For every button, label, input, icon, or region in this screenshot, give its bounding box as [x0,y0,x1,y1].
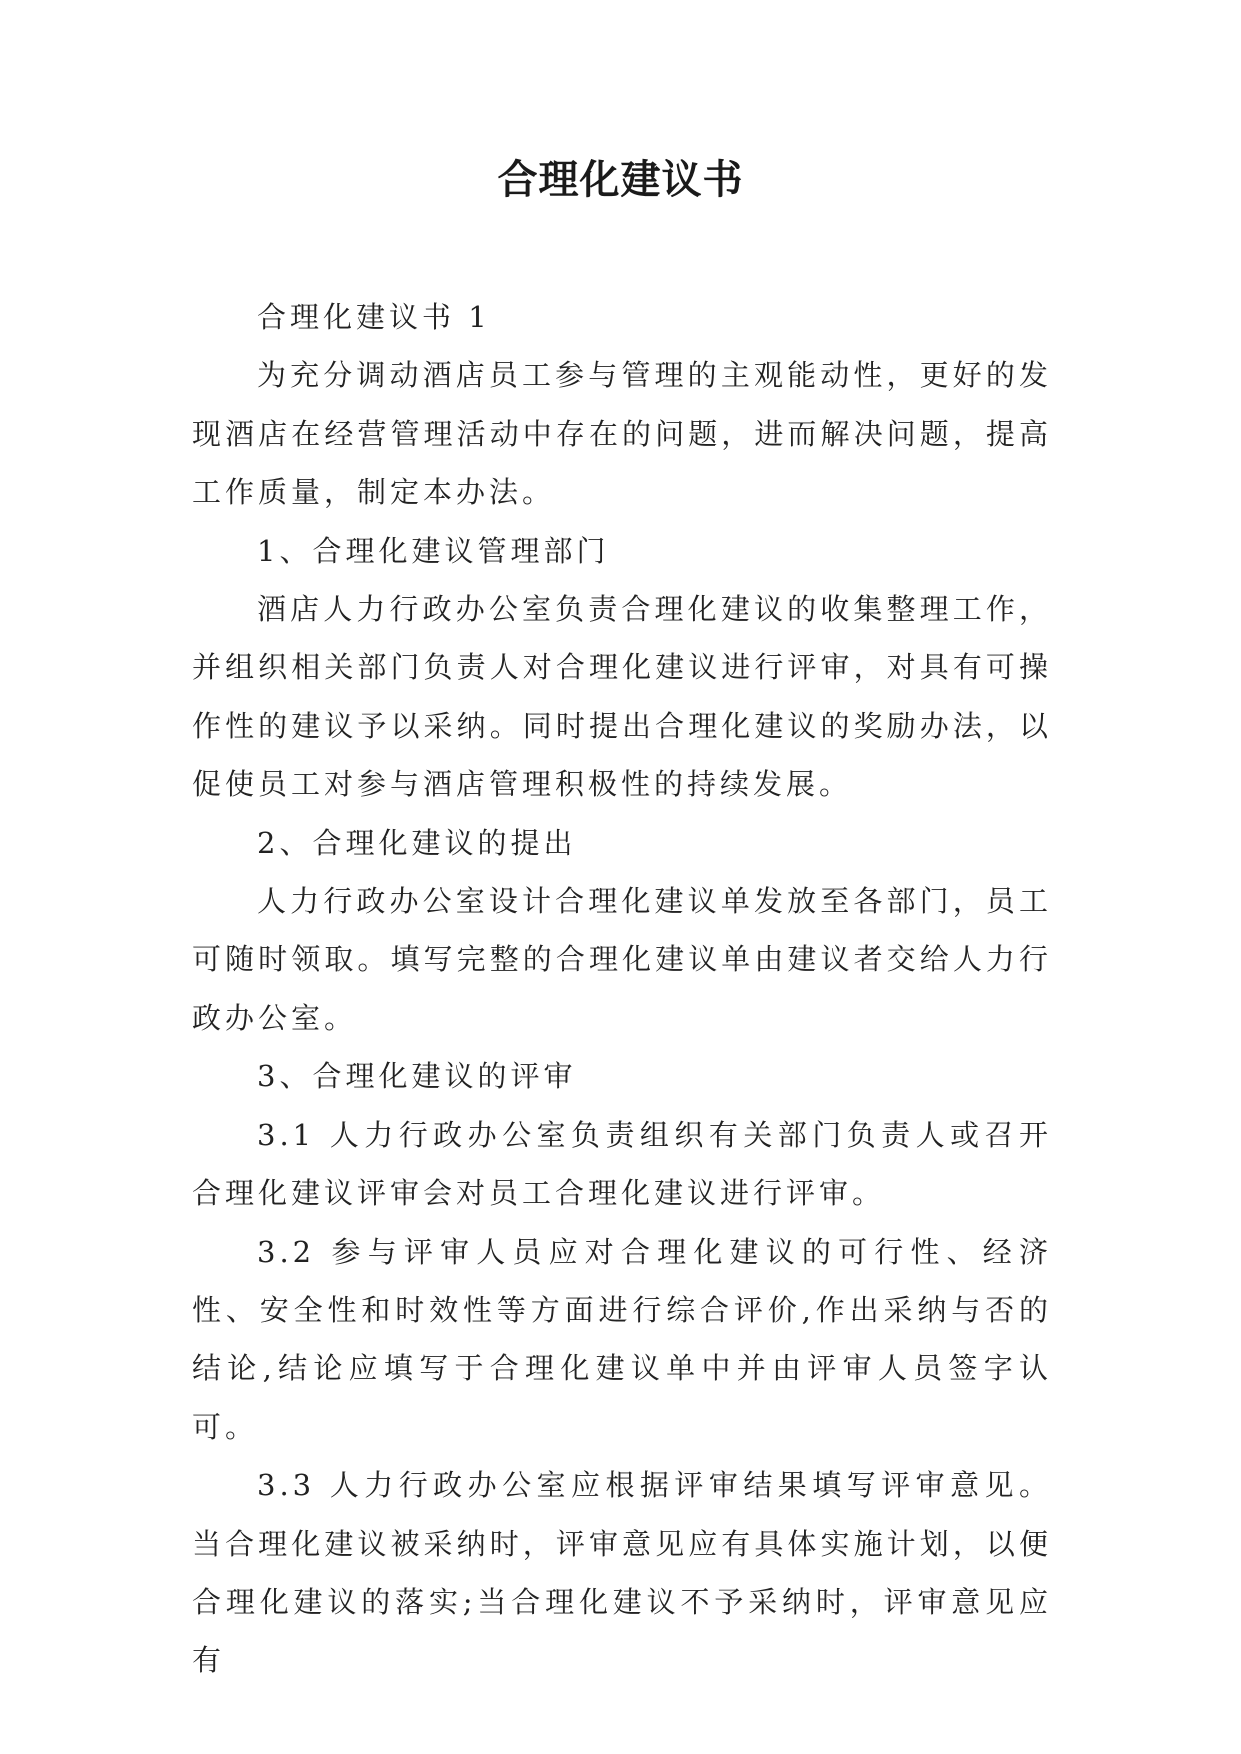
paragraph-3-3: 3.3 人力行政办公室应根据评审结果填写评审意见。当合理化建议被采纳时，评审意见应有具体实施计划，以便合理化建议的落实;当合理化建议不予采纳时，评审意见应有 [192,1468,1052,1678]
paragraph-heading-1: 1、合理化建议管理部门 [257,533,610,568]
document-body [192,288,1052,1690]
paragraph-3-1: 3.1 人力行政办公室负责组织有关部门负责人或召开合理化建议评审会对员工合理化建议进行评审。 [192,1117,1052,1211]
paragraph-heading-3: 3、合理化建议的评审 [257,1059,577,1094]
paragraph-section-heading: 合理化建议书 1 [257,300,491,334]
paragraph-heading-2: 2、合理化建议的提出 [257,825,577,860]
paragraph-intro: 为充分调动酒店员工参与管理的主观能动性，更好的发现酒店在经营管理活动中存在的问题，进而解决问题，提高工作质量，制定本办法。 [192,358,1052,510]
paragraph-3-2: 3.2 参与评审人员应对合理化建议的可行性、经济性、安全性和时效性等方面进行综合评价,作出采纳与否的结论,结论应填写于合理化建议单中并由评审人员签字认可。 [192,1234,1052,1444]
document-title: 合理化建议书 [497,157,744,203]
paragraph-submission: 人力行政办公室设计合理化建议单发放至各部门，员工可随时领取。填写完整的合理化建议单由建议者交给人力行政办公室。 [192,884,1052,1035]
paragraph-management-dept: 酒店人力行政办公室负责合理化建议的收集整理工作，并组织相关部门负责人对合理化建议进行评审，对具有可操作性的建议予以采纳。同时提出合理化建议的奖励办法，以促使员工对参与酒店管理积极性的持续发展。 [192,592,1052,802]
